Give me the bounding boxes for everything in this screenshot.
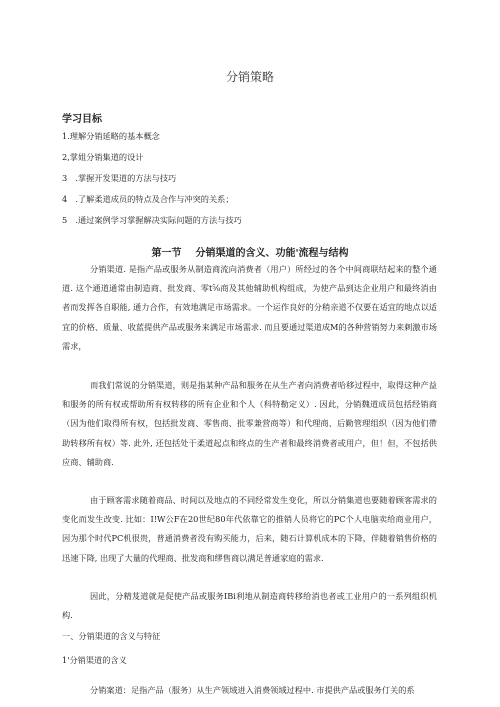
- goal-item: 2,掌姐分销集道的设计: [62, 152, 144, 162]
- subsubsection-heading: 1'分销渠道的含义: [62, 655, 127, 665]
- goal-item: 3 .掌握开发渠道的方法与技巧: [62, 173, 177, 183]
- subsection-heading: 一、分销渠道的含义与特征: [62, 631, 161, 641]
- section-heading: [0, 244, 500, 259]
- body-paragraph: 分销渠道. 是指产品或服务从制造商流向消费者（用户）所经过的各个中间商联结起来的整个通道. 这个通道通常由制造商、批发商、零t⅝商及其他辅助机构组成，为使产品到达企业用户和最终消由者而发挥各自职能, 通力合作，有效地满足市场需求。一个运作良好的分稍亲道不仅要在适宜的地点以适宜的价格、质量、收蓝提供产品或服务来满足市场需求. 而且要通过渠道成M的各种营销努力来刺激市场需求，: [62, 264, 437, 351]
- body-paragraph: 而我们常说的分销渠道，则是指某种产品和服务在从生产者向消费者哈移过程中，取得这种产益和服务的所有权或帮助所有权转移的所有企业和个人（科特勒定义）. 因此，分销魏道成员包括经销商（因为他们取得所有权，包括批发商、零售商、批零兼营商等）和代理商、后勤管理组织（因为他们帶助转移所有权）等. 此外, 还包括处于柔道起点和终点的生产者和最终消费者或用户，但！但，不包括供应商、辅助商.: [62, 380, 437, 467]
- body-paragraph: 因此，分精芨道就是促使产品或服务IBi利地从制造商转移给消也者或工业用户的一系列组织机构.: [62, 591, 437, 621]
- goal-item: 1.理解分销延略的基本概念: [62, 131, 160, 141]
- document-title: 分销策略: [225, 70, 274, 84]
- goal-item: 4 .了解柔道成员的特点及合作与冲突的关系；: [62, 194, 234, 204]
- goal-item: 5 .通过案例学习掌握解决实际问题的方法与技巧: [62, 215, 242, 225]
- truncated-paragraph-line: 分销案道：足指产品（服务）从生产领域进入消费领域过程中. 市提供产品或服务仃关的系: [90, 685, 415, 695]
- section-title-text: 分销渠道的含义、功能'流程与结构: [195, 248, 349, 259]
- body-paragraph: 由于顾客需求随着商品、时间以及地点的不同经常发生变化，所以分销集道也要随着顾客需求的变化而发生改变. 比如：I!W公F在20世纪80年代依靠它的推销人员将它的PC个人电脑卖给商业用户，因为那个时代PC机很贵，普通消费者没有购买能力，后来，随石计算机成本的下降，伴随着销售价格的迅速下降, 出现了大量的代理商、批发商和缪售商以满足普通家庭的需求.: [62, 495, 437, 563]
- section-number: 第一节: [151, 248, 182, 259]
- learning-goals-heading: 学习目标: [62, 114, 102, 125]
